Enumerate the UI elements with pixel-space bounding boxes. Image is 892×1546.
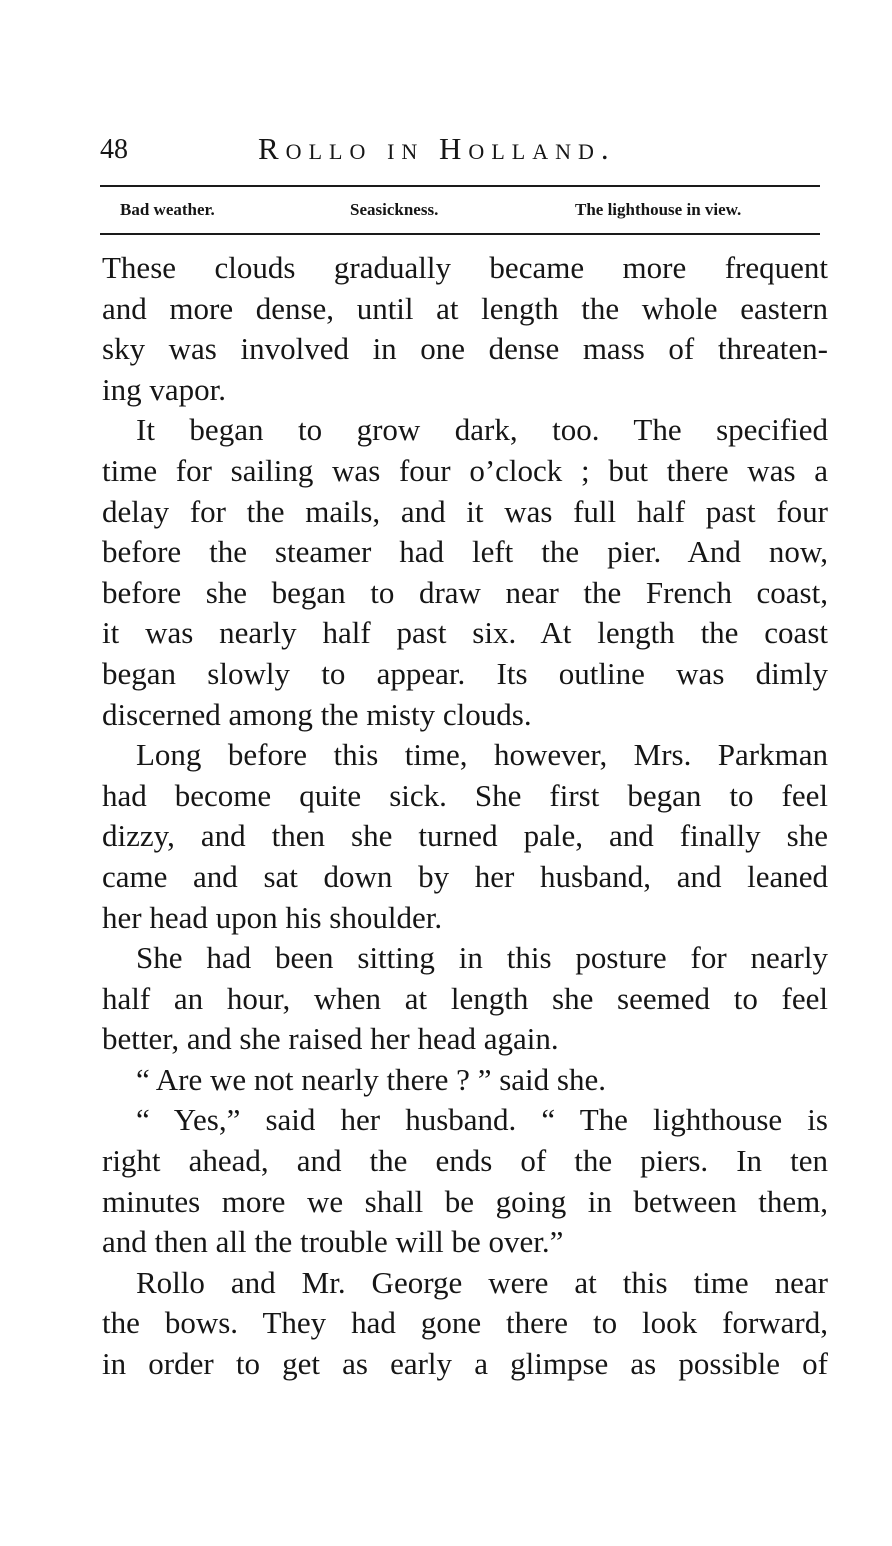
text-line: before she began to draw near the French coast, [102, 574, 828, 610]
text-line: discerned among the misty clouds. [102, 696, 532, 732]
text-line: began slowly to appear. Its outline was dimly [102, 655, 828, 691]
text-line: dizzy, and then she turned pale, and finally she [102, 818, 828, 854]
text-line: These clouds gradually became more frequent [102, 250, 828, 285]
text-line: right ahead, and the ends of the piers. In ten [102, 1143, 828, 1179]
text-line: in order to get as early a glimpse as possible of [102, 1346, 828, 1382]
text-line: better, and she raised her head again. [102, 1021, 559, 1057]
text-line: minutes more we shall be going in between them, [102, 1183, 828, 1219]
text-line: and more dense, until at length the whole eastern [102, 290, 828, 326]
text-line: time for sailing was four o’clock ; but there was a [102, 452, 828, 488]
running-title: Rollo in Holland. [258, 131, 616, 166]
page-number: 48 [100, 134, 128, 165]
text-line: Long before this time, however, Mrs. Parkman [136, 737, 828, 773]
text-line: delay for the mails, and it was full half past four [102, 493, 828, 529]
text-line: and then all the trouble will be over.” [102, 1224, 564, 1260]
body-text [102, 248, 828, 1385]
header-rule-bottom [100, 233, 820, 235]
text-line: “ Are we not nearly there ? ” said she. [136, 1061, 606, 1097]
text-line: the bows. They had gone there to look forward, [102, 1305, 828, 1341]
text-line: It began to grow dark, too. The specified [136, 412, 828, 448]
text-line: half an hour, when at length she seemed to feel [102, 980, 828, 1016]
header-rule-top [100, 185, 820, 187]
text-line: Rollo and Mr. George were at this time near [136, 1264, 828, 1300]
text-line: came and sat down by her husband, and leaned [102, 858, 828, 894]
topic-heading-right: The lighthouse in view. [575, 200, 742, 219]
topic-heading-left: Bad weather. [120, 200, 215, 219]
text-line: her head upon his shoulder. [102, 899, 443, 935]
topic-heading-center: Seasickness. [350, 200, 439, 219]
text-line: ing vapor. [102, 371, 226, 407]
text-line: had become quite sick. She first began to feel [102, 777, 828, 813]
text-line: before the steamer had left the pier. And now, [102, 534, 828, 570]
text-line: sky was involved in one dense mass of threaten- [102, 331, 828, 367]
text-line: it was nearly half past six. At length the coast [102, 615, 828, 651]
text-line: “ Yes,” said her husband. “ The lighthouse is [136, 1102, 828, 1138]
text-line: She had been sitting in this posture for nearly [136, 940, 828, 976]
